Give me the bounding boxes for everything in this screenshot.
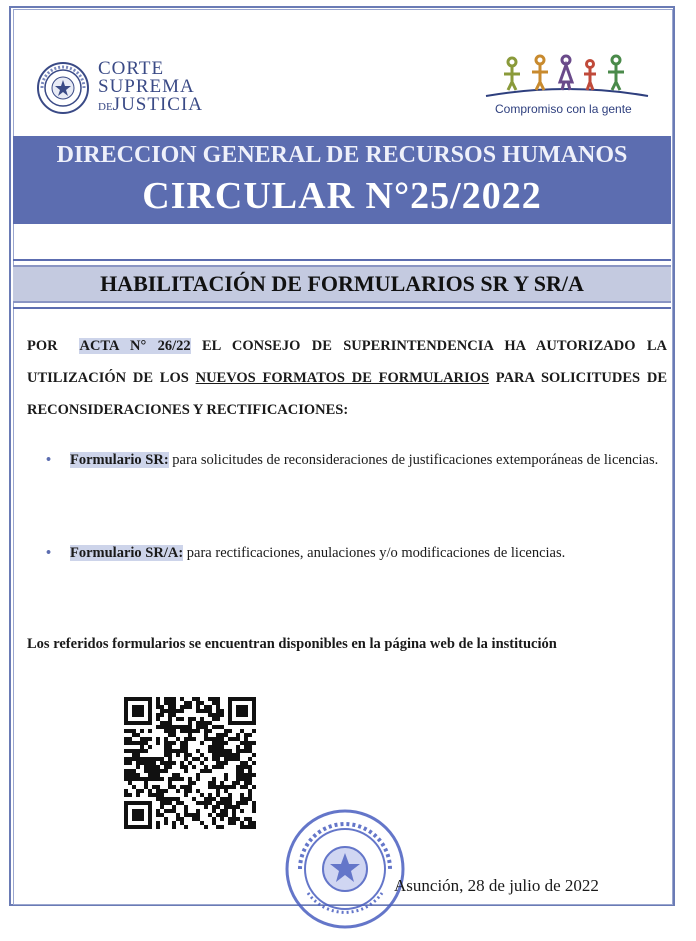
intro-underlined: NUEVOS FORMATOS DE FORMULARIOS	[195, 370, 490, 386]
institution-line2: SUPREMA	[98, 76, 195, 97]
list-item-text: para rectificaciones, anulaciones y/o modificaciones de licencias.	[186, 545, 566, 561]
subject-bottom-line	[13, 307, 671, 309]
official-stamp-icon	[282, 807, 408, 931]
institution-name	[98, 60, 203, 116]
motto: Compromiso con la gente	[495, 102, 632, 116]
institution-prefix: DE	[98, 101, 113, 113]
circular-title: CIRCULAR N°25/2022	[142, 175, 542, 217]
bullet-icon: •	[46, 452, 52, 468]
court-seal-icon	[36, 61, 90, 115]
qr-code-icon[interactable]	[124, 697, 256, 829]
availability-text: Los referidos formularios se encuentran disponibles en la página web de la institución	[27, 636, 557, 652]
institution-line1: CORTE	[98, 58, 165, 79]
subject-title: HABILITACIÓN DE FORMULARIOS SR Y SR/A	[100, 271, 584, 296]
institution-line3: JUSTICIA	[112, 94, 204, 115]
list-item-label: Formulario SR:	[70, 452, 169, 468]
acta-reference: ACTA N° 26/22	[79, 338, 191, 354]
list-item-text: para solicitudes de reconsideraciones de justificaciones extemporáneas de licencias.	[172, 452, 659, 468]
intro-paragraph	[27, 330, 667, 426]
bullet-icon: •	[46, 545, 52, 561]
list-item-label: Formulario SR/A:	[70, 545, 184, 561]
intro-por: POR	[27, 338, 58, 354]
issue-date: Asunción, 28 de julio de 2022	[394, 876, 599, 895]
department-title: DIRECCION GENERAL DE RECURSOS HUMANOS	[56, 142, 628, 168]
intro-mid: EL CONSEJO DE SUPERINTENDENCIA HA AUTORIZADO LA UTILIZACIÓN DE LOS	[27, 338, 668, 386]
intro-end: PARA SOLICITUDES DE RECONSIDERACIONES Y RECTIFICACIONES:	[27, 370, 668, 418]
people-logo-icon	[482, 52, 652, 104]
subject-top-line	[13, 259, 671, 261]
